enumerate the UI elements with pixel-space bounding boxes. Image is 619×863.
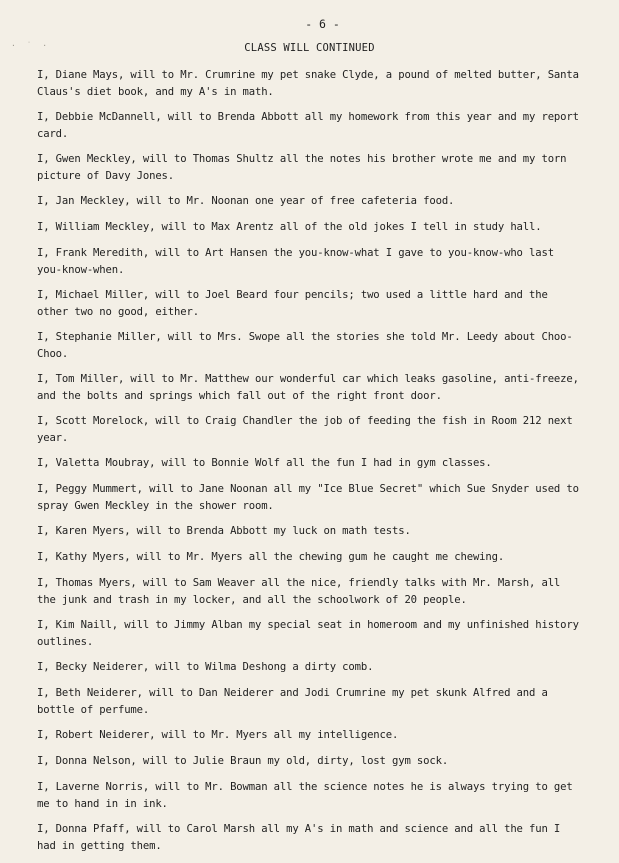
will-entry: I, Beth Neiderer, will to Dan Neiderer and Jodi Crumrine my pet skunk Alfred and a bottle of perfume.	[37, 687, 548, 716]
page-title: CLASS WILL CONTINUED	[244, 42, 375, 54]
will-entry: I, Gwen Meckley, will to Thomas Shultz all the notes his brother wrote me and my torn picture of Davy Jones.	[37, 153, 567, 182]
will-entry: I, Scott Morelock, will to Craig Chandler the job of feeding the fish in Room 212 next year.	[37, 415, 573, 444]
will-entry: I, Valetta Moubray, will to Bonnie Wolf all the fun I had in gym classes.	[37, 457, 492, 469]
will-entry: I, Debbie McDannell, will to Brenda Abbott all my homework from this year and my report card.	[37, 111, 579, 140]
will-entry: I, Tom Miller, will to Mr. Matthew our wonderful car which leaks gasoline, anti-freeze, and the bolts and springs which fall out of the right front door.	[37, 373, 579, 402]
margin-marks: · ˙ ·	[11, 41, 51, 50]
will-entry: I, Donna Nelson, will to Julie Braun my old, dirty, lost gym sock.	[37, 755, 449, 767]
will-entry: I, Jan Meckley, will to Mr. Noonan one year of free cafeteria food.	[37, 195, 455, 207]
will-entry: I, Karen Myers, will to Brenda Abbott my luck on math tests.	[37, 525, 411, 537]
will-entry: I, Laverne Norris, will to Mr. Bowman all the science notes he is always trying to get me to hand in in ink.	[37, 781, 573, 810]
will-entry: I, Stephanie Miller, will to Mrs. Swope all the stories she told Mr. Leedy about Choo-Choo.	[37, 331, 573, 360]
will-entry: I, William Meckley, will to Max Arentz all of the old jokes I tell in study hall.	[37, 221, 542, 233]
will-entry: I, Thomas Myers, will to Sam Weaver all the nice, friendly talks with Mr. Marsh, all the junk and trash in my locker, and all the schoolwork of 20 people.	[37, 577, 561, 606]
will-entry: I, Diane Mays, will to Mr. Crumrine my pet snake Clyde, a pound of melted butter, Santa Claus's diet book, and my A's in math.	[37, 69, 579, 98]
will-entry: I, Kim Naill, will to Jimmy Alban my special seat in homeroom and my unfinished history outlines.	[37, 619, 579, 648]
will-entry: I, Becky Neiderer, will to Wilma Deshong a dirty comb.	[37, 661, 374, 673]
will-entry: I, Donna Pfaff, will to Carol Marsh all my A's in math and science and all the fun I had in getting them.	[37, 823, 561, 852]
will-entries-list	[37, 67, 585, 863]
will-entry: I, Peggy Mummert, will to Jane Noonan all my "Ice Blue Secret" which Sue Snyder used to spray Gwen Meckley in the shower room.	[37, 483, 579, 512]
will-entry: I, Michael Miller, will to Joel Beard four pencils; two used a little hard and the other two no good, either.	[37, 289, 548, 318]
will-entry: I, Frank Meredith, will to Art Hansen the you-know-what I gave to you-know-who last you-know-when.	[37, 247, 554, 276]
page-number: - 6 -	[305, 17, 340, 31]
will-entry: I, Robert Neiderer, will to Mr. Myers all my intelligence.	[37, 729, 399, 741]
will-entry: I, Kathy Myers, will to Mr. Myers all the chewing gum he caught me chewing.	[37, 551, 505, 563]
